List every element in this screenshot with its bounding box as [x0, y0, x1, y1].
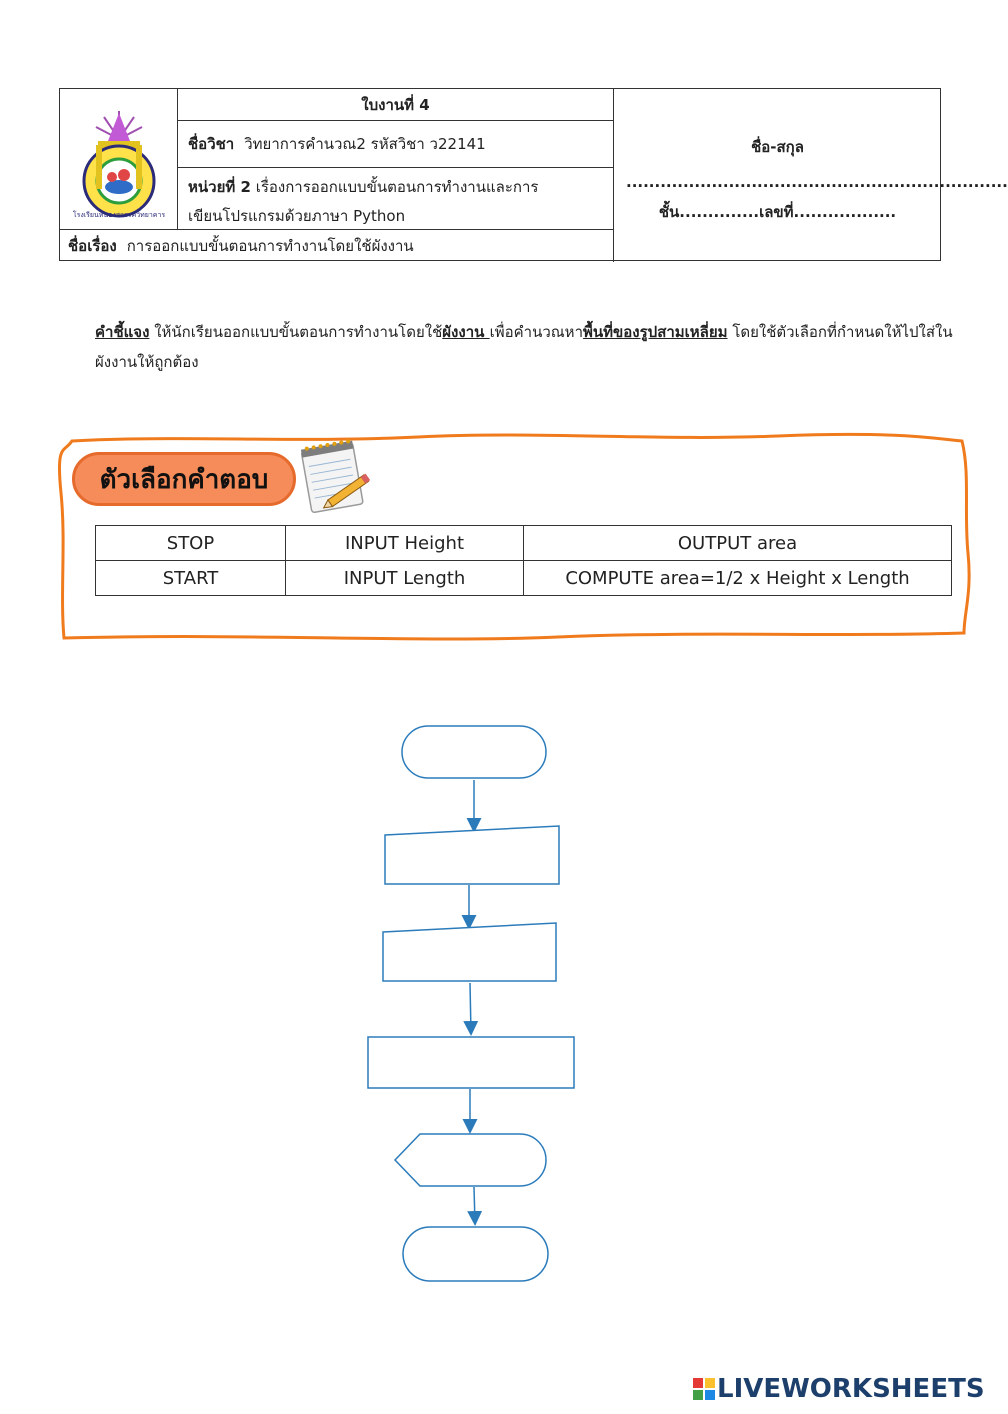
unit-value-line1: เรื่องการออกแบบขั้นตอนการทำงานและการ — [255, 178, 539, 196]
unit-value-line2: เขียนโปรแกรมด้วยภาษา Python — [188, 207, 406, 225]
notepad-icon — [296, 436, 378, 516]
answer-choices-table — [95, 525, 952, 596]
topic-label: ชื่อเรื่อง — [68, 237, 117, 255]
choice-stop[interactable]: STOP — [96, 526, 286, 561]
subject-value: วิทยาการคำนวณ2 รหัสวิชา ว22141 — [244, 135, 486, 153]
instruction — [95, 317, 955, 377]
answer-choices-title: ตัวเลือกคำตอบ — [72, 452, 296, 506]
subject-row — [178, 121, 614, 168]
flow-arrow — [470, 983, 471, 1033]
choice-compute-area[interactable]: COMPUTE area=1/2 x Height x Length — [524, 561, 952, 596]
choice-output-area[interactable]: OUTPUT area — [524, 526, 952, 561]
flow-input-1[interactable] — [385, 826, 559, 884]
flow-display-output[interactable] — [395, 1134, 546, 1186]
choice-input-length[interactable]: INPUT Length — [286, 561, 524, 596]
name-label: ชื่อ-สกุล — [751, 138, 804, 156]
topic-row — [60, 229, 614, 262]
brand-grid-icon — [693, 1378, 715, 1400]
flow-process[interactable] — [368, 1037, 574, 1088]
table-row — [96, 526, 952, 561]
svg-text:โรงเรียนหนองสวรรค์วิทยาคาร: โรงเรียนหนองสวรรค์วิทยาคาร — [72, 211, 166, 219]
choice-input-height[interactable]: INPUT Height — [286, 526, 524, 561]
instruction-part3: โดยใช้ตัวเลือกที่กำหนดให้ไปใส่ในผังงานให้ถูกต้อง — [95, 323, 953, 371]
unit-label: หน่วยที่ 2 — [188, 178, 251, 196]
worksheet-title: ใบงานที่ 4 — [178, 89, 614, 121]
instruction-part1: ให้นักเรียนออกแบบขั้นตอนการทำงานโดยใช้ — [149, 323, 443, 341]
brand-name: LIVEWORKSHEETS — [717, 1374, 985, 1404]
flow-stop-terminator[interactable] — [403, 1227, 548, 1281]
school-logo — [60, 89, 178, 229]
flow-input-2[interactable] — [383, 923, 556, 981]
instruction-highlight-triangle-area: พื้นที่ของรูปสามเหลี่ยม — [583, 323, 728, 341]
flow-arrow — [474, 1187, 475, 1223]
unit-row — [178, 168, 614, 229]
subject-label: ชื่อวิชา — [188, 135, 235, 153]
header-table — [59, 88, 1008, 261]
instruction-label: คำชี้แจง — [95, 323, 150, 341]
logo-cell — [60, 89, 178, 229]
instruction-highlight-flowchart: ผังงาน — [442, 323, 490, 341]
topic-value: การออกแบบขั้นตอนการทำงานโดยใช้ผังงาน — [126, 237, 414, 255]
instruction-part2: เพื่อคำนวณหา — [489, 323, 583, 341]
flowchart — [360, 720, 590, 1290]
student-info-cell — [614, 89, 1008, 260]
brand-logo — [693, 1374, 985, 1404]
class-number-line: ชั้น..............เลขที่.................. — [658, 203, 897, 221]
flow-start-terminator[interactable] — [402, 726, 546, 778]
name-dots: ................................................................... — [626, 173, 1008, 191]
table-row — [96, 561, 952, 596]
choice-start[interactable]: START — [96, 561, 286, 596]
